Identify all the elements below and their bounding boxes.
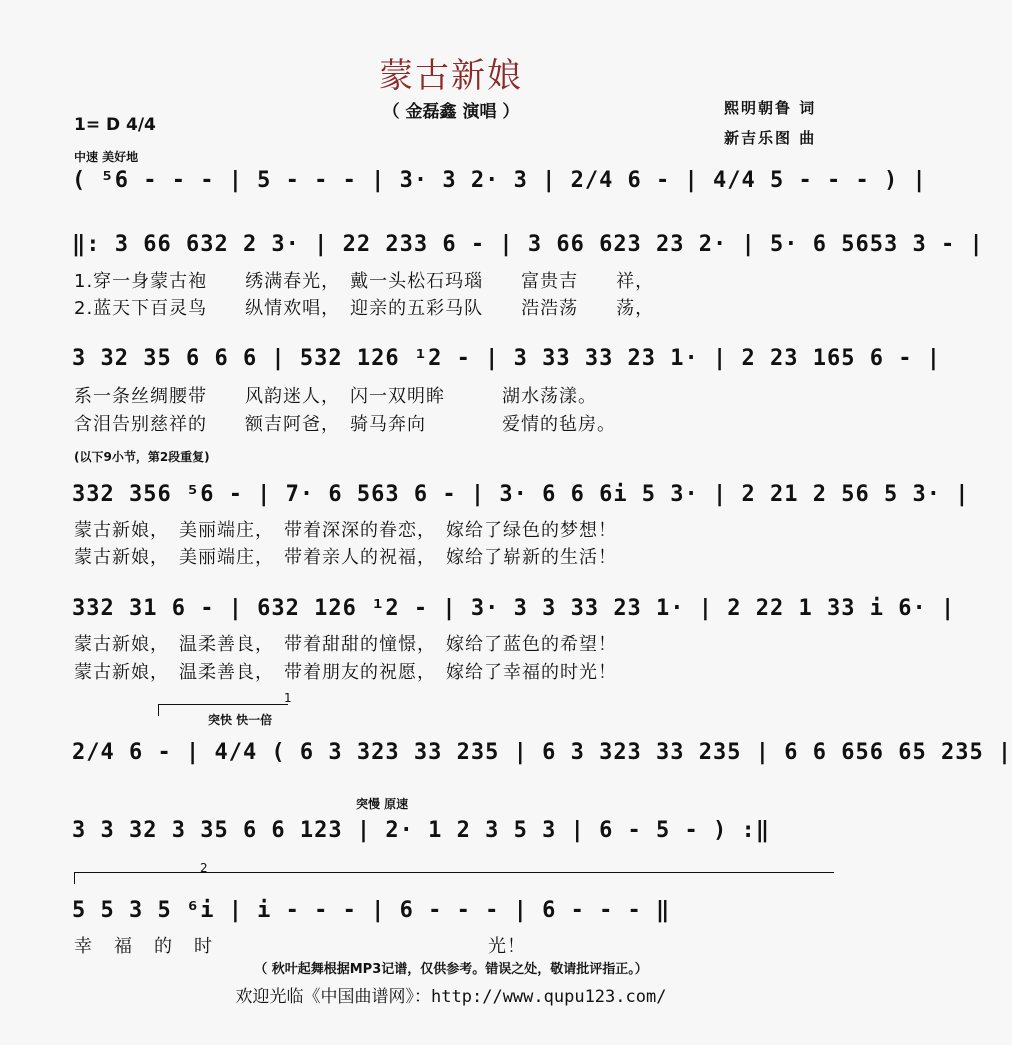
line1-lyric-verse2: 2.蓝天下百灵鸟 纵情欢唱， 迎亲的五彩马队 浩浩荡 荡，: [74, 298, 655, 319]
line6-notes: 3 3 32 3 35 6 6 123 | 2· 1 2 3 5 3 | 6 - 5 - ) :‖: [72, 818, 771, 843]
volta2-bracket: [74, 872, 834, 873]
line3-lyric-verse2: 蒙古新娘， 美丽端庄， 带着亲人的祝福， 嫁给了崭新的生活！: [74, 547, 617, 568]
composer: 新吉乐图 曲: [724, 129, 817, 147]
tempo-change-slow: 突慢 原速: [356, 797, 409, 811]
line1-notes: ‖: 3 66 632 2 3· | 22 233 6 - | 3 66 623 23 2· | 5· 6 5653 3 - |: [72, 232, 984, 257]
line7-lyric-b: 光！: [488, 936, 526, 957]
repeat-note: (以下9小节，第2段重复): [74, 450, 210, 464]
transcription-note: （ 秋叶起舞根据MP3记谱，仅供参考。错误之处，敬请批评指正。）: [254, 962, 648, 977]
tempo-change-fast: 突快 快一倍: [208, 713, 273, 727]
line4-notes: 332 31 6 - | 632 126 ¹2 - | 3· 3 3 33 23 1· | 2 22 1 33 i 6· |: [72, 596, 956, 621]
volta2-bracket-end: [74, 872, 75, 884]
site-link[interactable]: 欢迎光临《中国曲谱网》：http://www.qupu123.com/: [235, 987, 667, 1007]
line4-lyric-verse2: 蒙古新娘， 温柔善良， 带着朋友的祝愿， 嫁给了幸福的时光！: [74, 662, 617, 683]
line3-notes: 332 356 ⁵6 - | 7· 6 563 6 - | 3· 6 6 6i 5 3· | 2 21 2 56 5 3· |: [72, 482, 970, 507]
intro-notes: ( ⁵6 - - - | 5 - - - | 3· 3 2· 3 | 2/4 6 - | 4/4 5 - - - ) |: [72, 168, 927, 193]
volta1-bracket-end: [158, 704, 159, 716]
volta2-number: 2: [200, 861, 208, 875]
line5-notes: 2/4 6 - | 4/4 ( 6 3 323 33 235 | 6 3 323 33 235 | 6 6 656 65 235 |: [72, 740, 1012, 765]
performer: （ 金磊鑫 演唱 ）: [382, 102, 520, 122]
key-signature: 1= D 4/4: [74, 115, 156, 135]
line2-notes: 3 32 35 6 6 6 | 532 126 ¹2 - | 3 33 33 23 1· | 2 23 165 6 - |: [72, 346, 941, 371]
line2-lyric-verse2: 含泪告别慈祥的 额吉阿爸， 骑马奔向 爱情的毡房。: [74, 414, 616, 435]
line1-lyric-verse1: 1.穿一身蒙古袍 绣满春光， 戴一头松石玛瑙 富贵吉 祥，: [74, 271, 655, 292]
line4-lyric-verse1: 蒙古新娘， 温柔善良， 带着甜甜的憧憬， 嫁给了蓝色的希望！: [74, 634, 617, 655]
lyricist: 熙明朝鲁 词: [724, 99, 817, 117]
volta1-number: 1: [284, 691, 292, 705]
page-title: 蒙古新娘: [379, 56, 523, 96]
volta1-bracket: [158, 704, 288, 705]
line7-notes: 5 5 3 5 ⁶i | i - - - | 6 - - - | 6 - - - ‖: [72, 898, 671, 923]
line3-lyric-verse1: 蒙古新娘， 美丽端庄， 带着深深的眷恋， 嫁给了绿色的梦想！: [74, 520, 617, 541]
line7-lyric-a: 幸福的时: [74, 936, 234, 957]
line2-lyric-verse1: 系一条丝绸腰带 风韵迷人， 闪一双明眸 湖水荡漾。: [74, 386, 597, 407]
tempo-marking: 中速 美好地: [74, 150, 139, 164]
